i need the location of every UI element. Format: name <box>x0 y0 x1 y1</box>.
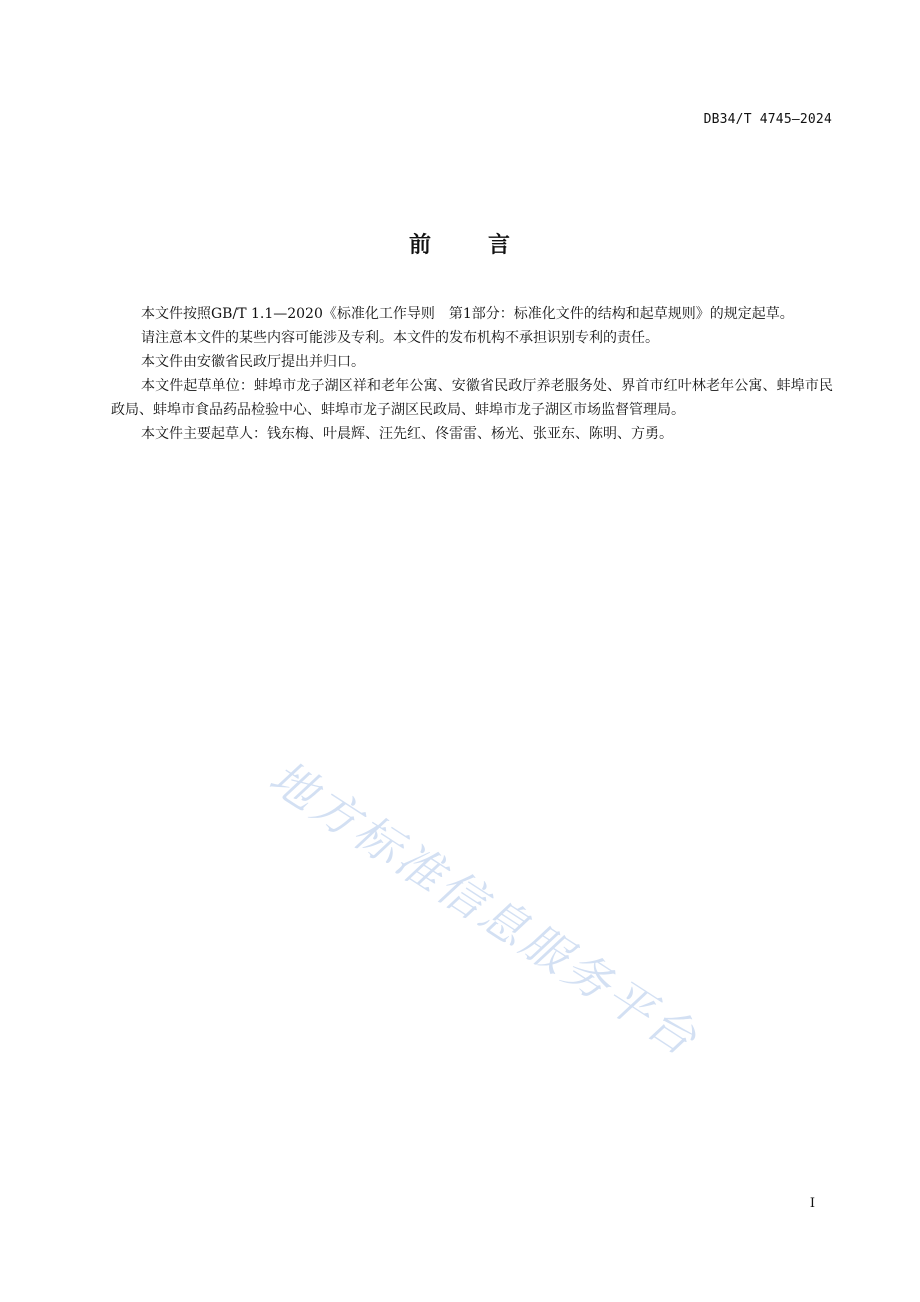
title-char-1: 前 <box>408 233 432 258</box>
paragraph-proposer: 本文件由安徽省民政厅提出并归口。 <box>141 354 365 370</box>
paragraph-drafting-units: 本文件起草单位：蚌埠市龙子湖区祥和老年公寓、安徽省民政厅养老服务处、界首市红叶林老年公寓、蚌埠市民政局、蚌埠市食品药品检验中心、蚌埠市龙子湖区民政局、蚌埠市龙子湖区市场监督管理局。 <box>111 378 833 418</box>
title-char-2: 言 <box>488 233 512 258</box>
page-number: I <box>809 1196 815 1211</box>
standard-code: DB34/T 4745—2024 <box>703 112 832 127</box>
foreword-body <box>111 302 833 446</box>
paragraph-patent-notice: 请注意本文件的某些内容可能涉及专利。本文件的发布机构不承担识别专利的责任。 <box>141 330 659 346</box>
page-title <box>0 228 920 259</box>
watermark: 地方标准信息服务平台 <box>259 749 709 1068</box>
paragraph-drafters: 本文件主要起草人：钱东梅、叶晨辉、汪先红、佟雷雷、杨光、张亚东、陈明、方勇。 <box>141 426 673 442</box>
paragraph-drafting-rules: 本文件按照GB/T 1.1—2020《标准化工作导则 第1部分：标准化文件的结构和起草规则》的规定起草。 <box>141 306 794 322</box>
